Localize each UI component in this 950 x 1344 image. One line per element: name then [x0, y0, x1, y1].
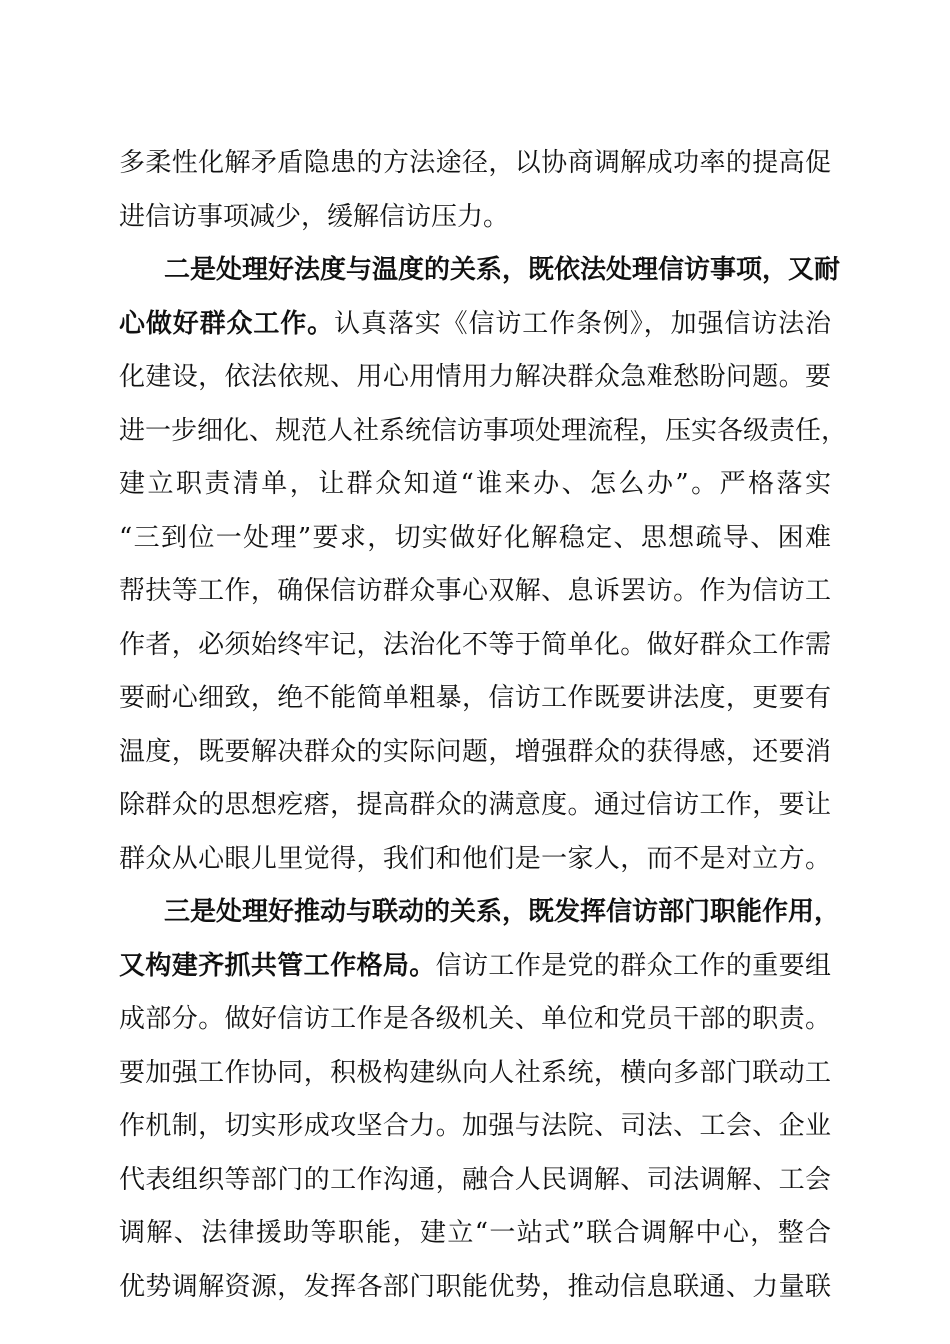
body-text-span: 认真落实《信访工作条例》，加强信访法治	[334, 308, 831, 339]
text-line: 作机制，切实形成攻坚合力。加强与法院、司法、工会、企业	[119, 1111, 831, 1141]
text-line: 要加强工作协同，积极构建纵向人社系统，横向多部门联动工	[119, 1057, 831, 1088]
text-line: 多柔性化解矛盾隐患的方法途径，以协商调解成功率的提高促	[119, 148, 831, 178]
text-line: 成部分。做好信访工作是各级机关、单位和党员干部的职责。	[119, 1004, 831, 1034]
text-line: 帮扶等工作，确保信访群众事心双解、息诉罢访。作为信访工	[119, 576, 831, 606]
text-line: 调解、法律援助等职能，建立“一站式”联合调解中心，整合	[119, 1218, 831, 1248]
text-line: 代表组织等部门的工作沟通，融合人民调解、司法调解、工会	[119, 1164, 831, 1195]
text-line: 三是处理好推动与联动的关系，既发挥信访部门职能作用，	[164, 897, 841, 927]
bold-heading-text: 心做好群众工作。	[119, 308, 335, 339]
paragraph-1	[119, 137, 831, 244]
text-line: 群众从心眼儿里觉得，我们和他们是一家人，而不是对立方。	[119, 843, 831, 874]
text-line: 温度，既要解决群众的实际问题，增强群众的获得感，还要消	[119, 736, 831, 767]
text-line: 除群众的思想疙瘩，提高群众的满意度。通过信访工作，要让	[119, 790, 831, 820]
paragraph-3	[119, 886, 841, 1314]
text-line: 进一步细化、规范人社系统信访事项处理流程，压实各级责任，	[119, 415, 848, 446]
body-text	[119, 137, 848, 1314]
text-line: 要耐心细致，绝不能简单粗暴，信访工作既要讲法度，更要有	[119, 683, 831, 713]
text-line	[119, 940, 831, 994]
text-line: “三到位一处理”要求，切实做好化解稳定、思想疏导、困难	[119, 522, 831, 553]
body-text-span: 信访工作是党的群众工作的重要组	[435, 950, 831, 981]
text-line: 建立职责清单，让群众知道“谁来办、怎么办”。严格落实	[119, 469, 831, 499]
text-line	[119, 298, 831, 352]
text-line: 化建设，依法依规、用心用情用力解决群众急难愁盼问题。要	[119, 362, 831, 392]
text-line: 进信访事项减少，缓解信访压力。	[119, 201, 510, 232]
bold-heading-text: 又构建齐抓共管工作格局。	[119, 950, 436, 981]
text-line: 作者，必须始终牢记，法治化不等于简单化。做好群众工作需	[119, 629, 831, 660]
paragraph-2	[119, 244, 848, 886]
text-line: 二是处理好法度与温度的关系，既依法处理信访事项，又耐	[164, 255, 841, 285]
text-line: 优势调解资源，发挥各部门职能优势，推动信息联通、力量联	[119, 1271, 831, 1302]
